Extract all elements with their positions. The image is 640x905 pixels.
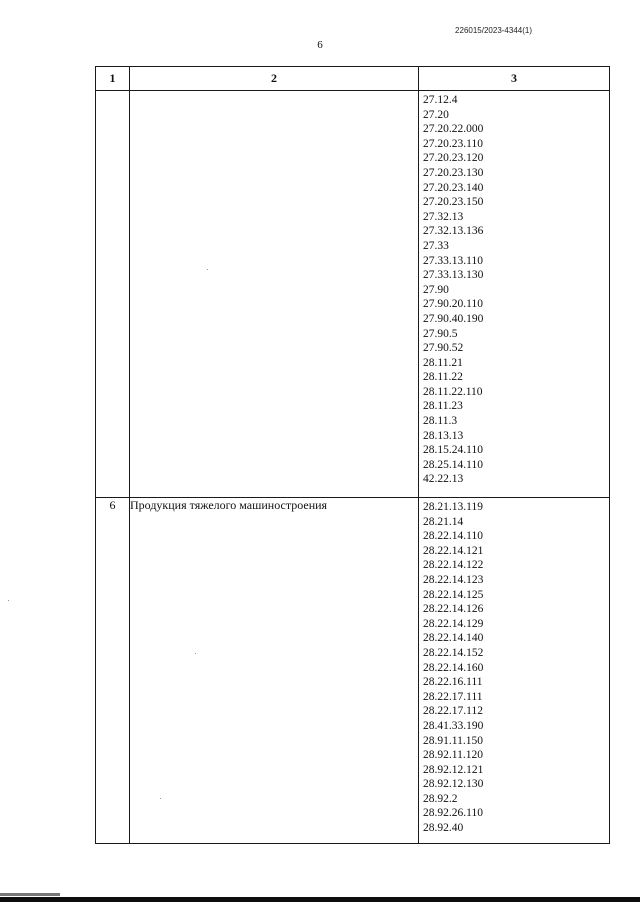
page-number: 6 <box>317 39 323 51</box>
code-item: 28.22.14.152 <box>423 646 484 659</box>
code-item: 28.22.14.140 <box>423 632 484 645</box>
code-item: 27.20 <box>423 108 449 121</box>
code-item: 27.90.5 <box>423 327 458 340</box>
code-item: 28.22.14.129 <box>423 617 484 630</box>
code-item: 27.20.23.140 <box>423 181 484 194</box>
code-item: 28.22.16.111 <box>423 676 483 689</box>
code-item: 28.11.23 <box>423 400 463 413</box>
row-product-name <box>130 91 419 498</box>
code-item: 27.33.13.130 <box>423 269 484 282</box>
code-item: 27.90.20.110 <box>423 298 483 311</box>
code-item: 27.32.13.136 <box>423 225 484 238</box>
code-item: 27.90.40.190 <box>423 312 484 325</box>
code-item: 28.22.14.110 <box>423 530 483 543</box>
code-item: 27.32.13 <box>423 210 464 223</box>
document-id: 226015/2023-4344(1) <box>455 26 532 35</box>
code-item: 28.22.17.112 <box>423 705 483 718</box>
code-item: 27.33 <box>423 239 449 252</box>
code-item: 28.92.11.120 <box>423 749 483 762</box>
code-item: 27.90 <box>423 283 449 296</box>
scan-speck <box>207 269 208 270</box>
code-item: 27.20.23.110 <box>423 137 483 150</box>
code-item: 28.92.2 <box>423 792 458 805</box>
code-item: 28.91.11.150 <box>423 734 483 747</box>
table-row <box>96 498 610 844</box>
code-item: 28.21.13.119 <box>423 501 483 513</box>
code-item: 27.90.52 <box>423 342 464 355</box>
code-item: 27.20.23.150 <box>423 196 484 209</box>
code-item: 28.22.14.126 <box>423 603 484 616</box>
row-product-name: Продукция тяжелого машиностроения <box>130 498 419 844</box>
column-header-codes: 3 <box>419 67 610 91</box>
scan-edge-bar <box>0 897 640 902</box>
code-item: 28.92.12.130 <box>423 778 484 791</box>
codes-table <box>95 66 610 844</box>
row-codes-cell <box>419 498 610 844</box>
table-header-row <box>96 67 610 91</box>
code-item: 28.92.40 <box>423 822 464 835</box>
table-row <box>96 91 610 498</box>
code-item: 28.11.22 <box>423 371 463 384</box>
code-item: 28.22.17.111 <box>423 690 483 703</box>
codes-list <box>419 498 609 838</box>
code-item: 28.22.14.122 <box>423 559 484 572</box>
scan-speck <box>160 798 161 799</box>
column-header-name: 2 <box>130 67 419 91</box>
code-item: 28.11.21 <box>423 356 463 369</box>
code-item: 28.13.13 <box>423 429 464 442</box>
code-item: 27.20.23.120 <box>423 152 484 165</box>
code-item: 28.22.14.123 <box>423 573 484 586</box>
code-item: 28.92.12.121 <box>423 763 484 776</box>
code-item: 27.12.4 <box>423 94 458 106</box>
row-codes-cell <box>419 91 610 498</box>
scan-speck <box>8 600 9 601</box>
code-item: 28.41.33.190 <box>423 719 484 732</box>
code-item: 28.22.14.121 <box>423 544 484 557</box>
code-item: 27.20.23.130 <box>423 166 484 179</box>
code-item: 28.92.26.110 <box>423 807 483 820</box>
code-item: 42.22.13 <box>423 473 464 486</box>
code-item: 27.20.22.000 <box>423 123 484 136</box>
code-item: 28.22.14.160 <box>423 661 484 674</box>
code-item: 28.25.14.110 <box>423 458 483 471</box>
code-item: 28.11.3 <box>423 415 458 428</box>
code-item: 28.15.24.110 <box>423 444 483 457</box>
code-item: 28.11.22.110 <box>423 385 483 398</box>
code-item: 27.33.13.110 <box>423 254 483 267</box>
scan-speck <box>195 653 196 654</box>
scan-edge-mark <box>0 893 60 896</box>
column-header-number: 1 <box>96 67 130 91</box>
code-item: 28.21.14 <box>423 515 464 528</box>
row-number <box>96 91 130 498</box>
codes-list <box>419 91 609 489</box>
code-item: 28.22.14.125 <box>423 588 484 601</box>
row-number: 6 <box>96 498 130 844</box>
